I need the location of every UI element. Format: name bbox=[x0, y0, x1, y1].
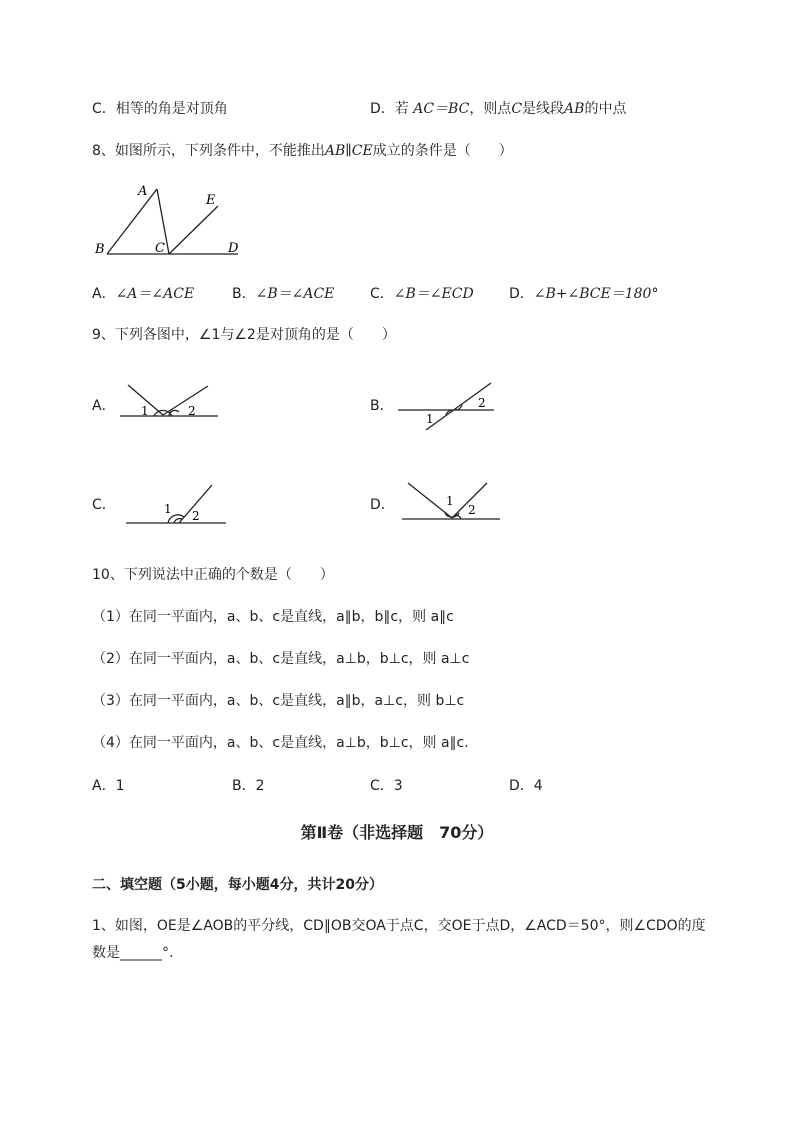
q9-b-angle-2: 2 bbox=[478, 396, 486, 410]
q10-statement-2: （2）在同一平面内，a、b、c是直线，a⊥b，b⊥c，则 a⊥c bbox=[92, 651, 470, 667]
q10-option-b-text: 2 bbox=[255, 778, 265, 794]
q8-option-b bbox=[232, 285, 334, 303]
q8-option-d-letter: D． bbox=[509, 286, 534, 302]
q9-option-b-label: B． bbox=[370, 398, 394, 414]
q8-stem-prefix: 8、如图所示，下列条件中，不能推出 bbox=[92, 143, 325, 159]
q8-option-b-letter: B． bbox=[232, 286, 256, 302]
q10-statement-4: （4）在同一平面内，a、b、c是直线，a⊥b，b⊥c，则 a∥c. bbox=[92, 735, 469, 751]
q9-figure-b bbox=[396, 380, 498, 432]
q8-stem bbox=[92, 142, 513, 160]
q8-option-c bbox=[370, 285, 474, 303]
q8-line-ce bbox=[169, 206, 218, 254]
q8-label-c: C bbox=[155, 241, 165, 256]
q7-option-d-prefix: D．若 bbox=[370, 101, 409, 117]
q10-option-c bbox=[370, 777, 403, 795]
q9-d-angle-2: 2 bbox=[468, 503, 476, 517]
q10-statement-1: （1）在同一平面内，a、b、c是直线，a∥b，b∥c，则 a∥c bbox=[92, 609, 454, 625]
q8-label-d: D bbox=[228, 241, 239, 256]
q7-option-d bbox=[370, 100, 626, 118]
q7-option-c: C．相等的角是对顶角 bbox=[92, 101, 228, 117]
q7-option-d-mid: ，则点 bbox=[469, 101, 512, 117]
q9-stem: 9、下列各图中，∠1与∠2是对顶角的是（ ） bbox=[92, 327, 396, 343]
q8-label-b: B bbox=[95, 242, 105, 257]
q8-option-c-text: ∠B＝∠ECD bbox=[393, 286, 474, 302]
q10-option-a bbox=[92, 777, 125, 795]
q10-statement-3: （3）在同一平面内，a、b、c是直线，a∥b，a⊥c，则 b⊥c bbox=[92, 693, 465, 709]
fill-section-heading: 二、填空题（5小题，每小题4分，共计20分） bbox=[92, 877, 383, 893]
q8-option-c-letter: C． bbox=[370, 286, 394, 302]
q9-option-d-label: D． bbox=[370, 497, 395, 513]
q10-option-d bbox=[509, 777, 543, 795]
q7-option-d-math: AC＝BC bbox=[413, 101, 470, 117]
q10-option-d-text: 4 bbox=[533, 778, 543, 794]
q7-option-d-segment: AB bbox=[564, 101, 585, 117]
q8-option-b-text: ∠B＝∠ACE bbox=[255, 286, 335, 302]
q9-figure-c bbox=[124, 482, 228, 526]
q8-option-d bbox=[509, 285, 658, 303]
fill1-line2: 数是______°. bbox=[92, 945, 174, 961]
q10-option-d-letter: D． bbox=[509, 778, 534, 794]
q8-option-a-text: ∠A＝∠ACE bbox=[115, 286, 195, 302]
q10-option-a-letter: A． bbox=[92, 778, 116, 794]
q9-c-angle-2: 2 bbox=[192, 509, 200, 523]
q10-option-a-text: 1 bbox=[115, 778, 125, 794]
q9-a-angle-1: 1 bbox=[141, 404, 149, 418]
fill1-line1: 1、如图，OE是∠AOB的平分线，CD∥OB交OA于点C，交OE于点D，∠ACD＝50°，则∠CDO的度 bbox=[92, 918, 706, 934]
q9-option-c-label: C． bbox=[92, 497, 116, 513]
q8-label-a: A bbox=[138, 184, 148, 199]
q9-b-angle-1: 1 bbox=[426, 412, 434, 426]
q7-option-d-mid2: 是线段 bbox=[522, 101, 565, 117]
q9-option-a-label: A． bbox=[92, 398, 116, 414]
q10-option-c-text: 3 bbox=[393, 778, 403, 794]
q10-option-b bbox=[232, 777, 265, 795]
q9-c-angle-1: 1 bbox=[164, 502, 172, 516]
q9-a-angle-2: 2 bbox=[188, 404, 196, 418]
q8-option-a bbox=[92, 285, 194, 303]
q10-option-c-letter: C． bbox=[370, 778, 394, 794]
q9-d-angle-1: 1 bbox=[446, 494, 454, 508]
q9-figure-d bbox=[400, 480, 502, 524]
part2-title: 第Ⅱ卷（非选择题 70分） bbox=[300, 823, 494, 842]
q8-line-ba bbox=[107, 189, 157, 254]
q8-stem-suffix: 成立的条件是（ ） bbox=[372, 143, 513, 159]
q8-option-d-text: ∠B+∠BCE＝180° bbox=[533, 286, 659, 302]
q8-stem-math: AB∥CE bbox=[324, 143, 373, 159]
q7-option-d-point: C bbox=[511, 101, 523, 117]
q9-figure-a bbox=[118, 380, 220, 422]
q7-option-d-suffix: 的中点 bbox=[584, 101, 627, 117]
q10-stem: 10、下列说法中正确的个数是（ ） bbox=[92, 567, 334, 583]
q8-figure bbox=[90, 180, 250, 264]
q8-label-e: E bbox=[206, 193, 216, 208]
q10-option-b-letter: B． bbox=[232, 778, 256, 794]
q8-option-a-letter: A． bbox=[92, 286, 116, 302]
